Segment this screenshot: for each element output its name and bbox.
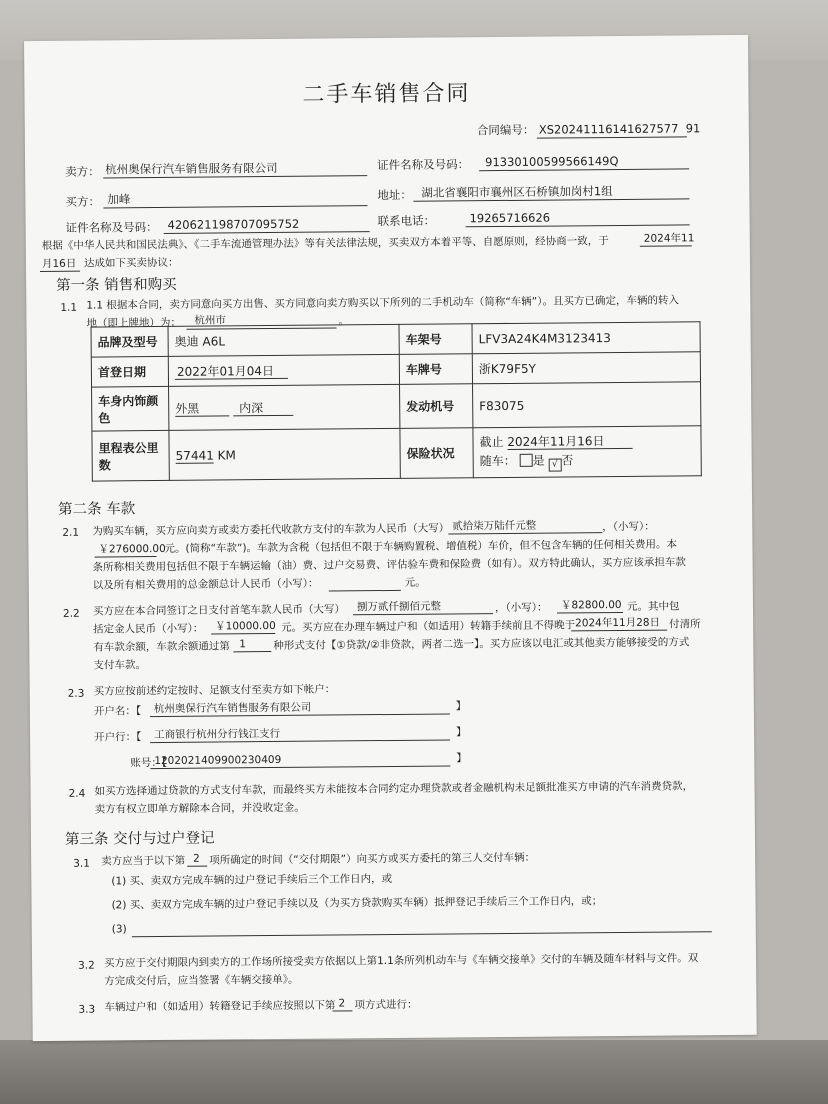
clause-2-2-line-1c: 元。其中包	[626, 600, 680, 613]
clause-2-1-line-1a: 为购买车辆，买方应向卖方或卖方委托代收款方支付的车款为人民币（大写）	[92, 522, 450, 538]
clause-3-1-line-1b: 项所确定的时间（“交付期限”）向买方或买方委托的第三人交付车辆：	[209, 851, 536, 867]
clause-2-4-line-1: 如买方选择通过贷款的方式支付车款，而最终买方未能按本合同约定办理贷款或者金融机构未足额批准买方申请的汽车消费贷款，	[94, 780, 694, 798]
account-number: 1202021409900230409	[154, 753, 282, 768]
buyer-label: 买方：	[65, 194, 100, 209]
clause-3-2-line-2: 方完成交付后，应当签署《车辆交接单》。	[104, 973, 299, 988]
account-number-bracket-close: 】	[456, 752, 467, 765]
clause-2-2-line-2a: 括定金人民币（小写）：	[93, 622, 204, 636]
clause-2-3-number: 2.3	[67, 687, 85, 700]
preamble-date-1: 2024年11	[643, 232, 695, 245]
checkbox-no: √	[548, 458, 561, 471]
clause-2-4-line-2: 卖方有权立即单方解除本合同，并没收定金。	[94, 801, 305, 816]
clause-2-2-line-1b: ，（小写）：	[494, 601, 548, 615]
buyer-phone: 19265716626	[469, 210, 551, 226]
seller-name: 杭州奥保行汽车销售服务有限公司	[105, 160, 278, 177]
buyer-address-label: 地址：	[377, 187, 412, 203]
buyer-underline	[103, 205, 367, 208]
mileage-unit: KM	[217, 447, 236, 462]
price-lower-underline	[95, 556, 157, 558]
engine-value: F83075	[473, 382, 701, 428]
payment-method: 1	[239, 638, 247, 651]
insurance-expiry-row	[479, 431, 694, 450]
exterior-color: 外黑	[175, 401, 229, 416]
preamble-date-2: 月16日	[41, 257, 77, 271]
clause-1-1-end: 。	[338, 315, 350, 328]
buyer-address: 湖北省襄阳市襄州区石桥镇加岗村1组	[421, 184, 613, 200]
preamble-line-2: 达成如下买卖协议：	[83, 256, 179, 270]
price-upper: 贰拾柒万陆仟元整	[452, 519, 537, 533]
clause-2-1-line-4b: 元。	[404, 576, 426, 589]
clause-3-3-line-1a: 车辆过户和（如适用）转籍登记手续应按照以下第	[104, 999, 336, 1014]
transfer-option-underline	[332, 1010, 352, 1011]
payment-deadline-underline	[571, 630, 667, 632]
insurance-with-car-row	[480, 450, 695, 472]
clause-1-1-number: 1.1	[60, 301, 78, 314]
contract-number: XS20241116141627577 91	[538, 121, 701, 137]
checkbox-yes	[519, 454, 532, 467]
contract-number-underline	[537, 136, 687, 138]
vehicle-info-table	[91, 321, 702, 481]
clause-3-3-line-1b: 项方式进行：	[354, 998, 418, 1012]
mileage-number: 57441	[175, 448, 214, 463]
clause-2-2-number: 2.2	[62, 607, 80, 620]
contract-paper	[24, 35, 757, 1041]
buyer-id-label: 证件名称及号码：	[65, 220, 158, 235]
checkbox-no-label: 否	[561, 453, 574, 468]
price-lower: ￥276000.00	[98, 542, 166, 556]
clause-2-2-line-3b: 种形式支付【①贷款/②非贷款，两者二选一】。买方应该以电汇或其他卖方能够接受的方式	[273, 636, 690, 653]
section-3-heading: 第三条 交付与过户登记	[64, 830, 215, 848]
clause-2-2-line-4: 支付车款。	[93, 659, 147, 672]
delivery-option-2: (2) 买、卖双方完成车辆的过户登记手续以及（为买方贷款购买车辆）抵押登记手续后三个工作日内，或；	[111, 895, 603, 912]
mileage-label: 里程表公里数	[92, 430, 169, 481]
delivery-option: 2	[193, 852, 200, 865]
payment-deadline: 2024年11月28日	[575, 616, 661, 630]
brand-label: 品牌及型号	[91, 326, 168, 357]
delivery-option-1: (1) 买、卖双方完成车辆的过户登记手续后三个工作日内，或	[111, 872, 393, 888]
clause-2-2-line-1a: 买方应在本合同签订之日支付首笔车款人民币（大写）	[92, 603, 346, 618]
clause-3-2-number: 3.2	[78, 959, 95, 972]
color-label: 车身内饰颜色	[92, 386, 169, 431]
first-registration-date: 2022年01月04日	[175, 364, 288, 380]
buyer-phone-label: 联系电话：	[377, 213, 436, 229]
clause-3-1-line-1a: 卖方应当于以下第	[101, 854, 186, 868]
clause-2-1-line-4a: 以及所有相关费用的总金额总计人民币（小写）：	[92, 577, 319, 592]
account-bank: 工商银行杭州分行钱江支行	[154, 727, 281, 742]
engine-label: 发动机号	[400, 384, 473, 429]
section-1-heading: 第一条 销售和购买	[56, 276, 177, 294]
interior-color: 内深	[233, 401, 293, 417]
account-name-label: 开户名：【	[93, 705, 142, 718]
document-title: 二手车销售合同	[302, 81, 471, 108]
account-bank-bracket-close: 】	[456, 726, 467, 739]
delivery-option-underline	[187, 866, 207, 867]
deposit-amount-underline	[211, 633, 275, 635]
transfer-city: 杭州市	[194, 314, 227, 327]
clause-3-3-number: 3.3	[78, 1003, 96, 1016]
down-payment-lower: ￥82800.00	[560, 598, 622, 612]
seller-id-value: 91330100599566149Q	[485, 153, 619, 170]
background-bottom	[0, 1040, 828, 1104]
buyer-name: 加峰	[107, 192, 131, 207]
preamble-date-underline	[640, 245, 692, 246]
checkbox-yes-label: 是	[532, 453, 545, 468]
clause-1-1-line-1: 1.1 根据本合同，卖方同意向买方出售、买方同意向卖方购买以下所列的二手机动车（简称“车辆”）。且买方已确定，车辆的转入	[86, 294, 680, 312]
down-payment-upper: 捌万贰仟捌佰元整	[356, 600, 442, 614]
clause-3-1-number: 3.1	[73, 857, 90, 870]
plate-value: 浙K79F5Y	[472, 352, 700, 384]
delivery-option-3-underline	[132, 931, 712, 937]
mileage-value	[169, 428, 400, 480]
deposit-amount: ￥10000.00	[215, 619, 276, 633]
clause-1-1-line-2: 地（即上牌地）为：	[86, 316, 182, 330]
seller-label: 卖方：	[65, 164, 100, 179]
section-2-heading: 第二条 车款	[58, 501, 136, 518]
clause-2-4-number: 2.4	[68, 787, 86, 800]
buyer-id-value: 420621198707095752	[167, 216, 300, 232]
clause-2-2-line-2b: 元。买方应在办理车辆过户和（如适用）转籍手续前且不得晚于	[281, 619, 576, 634]
insurance-value	[473, 426, 701, 478]
insurance-expiry-label: 截止	[479, 434, 504, 450]
color-value	[169, 384, 400, 430]
clause-2-1-line-1b: ，（小写）：	[602, 520, 655, 534]
plate-label: 车牌号	[399, 354, 472, 385]
payment-method-underline	[233, 651, 271, 652]
account-bank-label: 开户行：【	[94, 731, 142, 744]
clause-2-1-line-2: 元。(简称“车款”)。车款为含税（包括但不限于车辆购置税、增值税）车价，但不包含车辆的任何相关费用。本	[164, 538, 678, 555]
clause-2-2-line-2c: 付清所	[669, 618, 701, 631]
clause-2-1-number: 2.1	[62, 526, 80, 539]
preamble-date-2-underline	[40, 271, 80, 272]
insurance-with-car-label: 随车：	[479, 453, 516, 469]
price-upper-underline	[448, 532, 602, 534]
account-number-label: 账号：【	[130, 756, 168, 770]
account-name-bracket-close: 】	[455, 700, 467, 713]
seller-id-label: 证件名称及号码：	[377, 157, 470, 173]
first-registration-label: 首登日期	[91, 356, 168, 387]
account-name: 杭州奥保行汽车销售服务有限公司	[153, 701, 312, 716]
delivery-option-3: (3)	[111, 923, 127, 936]
vin-label: 车架号	[399, 324, 472, 355]
brand-value: 奥迪 A6L	[168, 324, 399, 356]
clause-3-2-line-1: 买方应于交付期限内到卖方的工作场所接受卖方依据以上第1.1条所列机动车与《车辆交接单》交付的车辆及随车材料与文件。双	[104, 952, 699, 970]
down-payment-lower-underline	[557, 612, 623, 614]
insurance-label: 保险状况	[400, 428, 473, 479]
insurance-expiry-date: 2024年11月16日	[507, 434, 632, 450]
clause-2-1-line-3: 条所称相关费用包括但不限于车辆运输（油）费、过户交易费、评估验车费和保险费（如有）。双方特此确认，买方应该承担车款	[92, 556, 686, 574]
clause-2-3-line-1: 买方应按前述约定按时、足额支付至卖方如下帐户：	[93, 683, 336, 698]
total-amount-underline	[329, 590, 401, 592]
transfer-option: 2	[338, 997, 346, 1010]
first-registration-value	[168, 354, 399, 386]
down-payment-upper-underline	[353, 613, 493, 615]
clause-2-2-line-3a: 有车款余额，车款余额通过第	[93, 640, 230, 654]
vin-value: LFV3A24K4M3123413	[472, 322, 700, 354]
contract-number-label: 合同编号：	[476, 122, 535, 138]
preamble-line-1: 根据《中华人民共和国民法典》、《二手车流通管理办法》等有关法律法规，买卖双方本着平等、自愿原则，经协商一致，于	[41, 235, 609, 253]
